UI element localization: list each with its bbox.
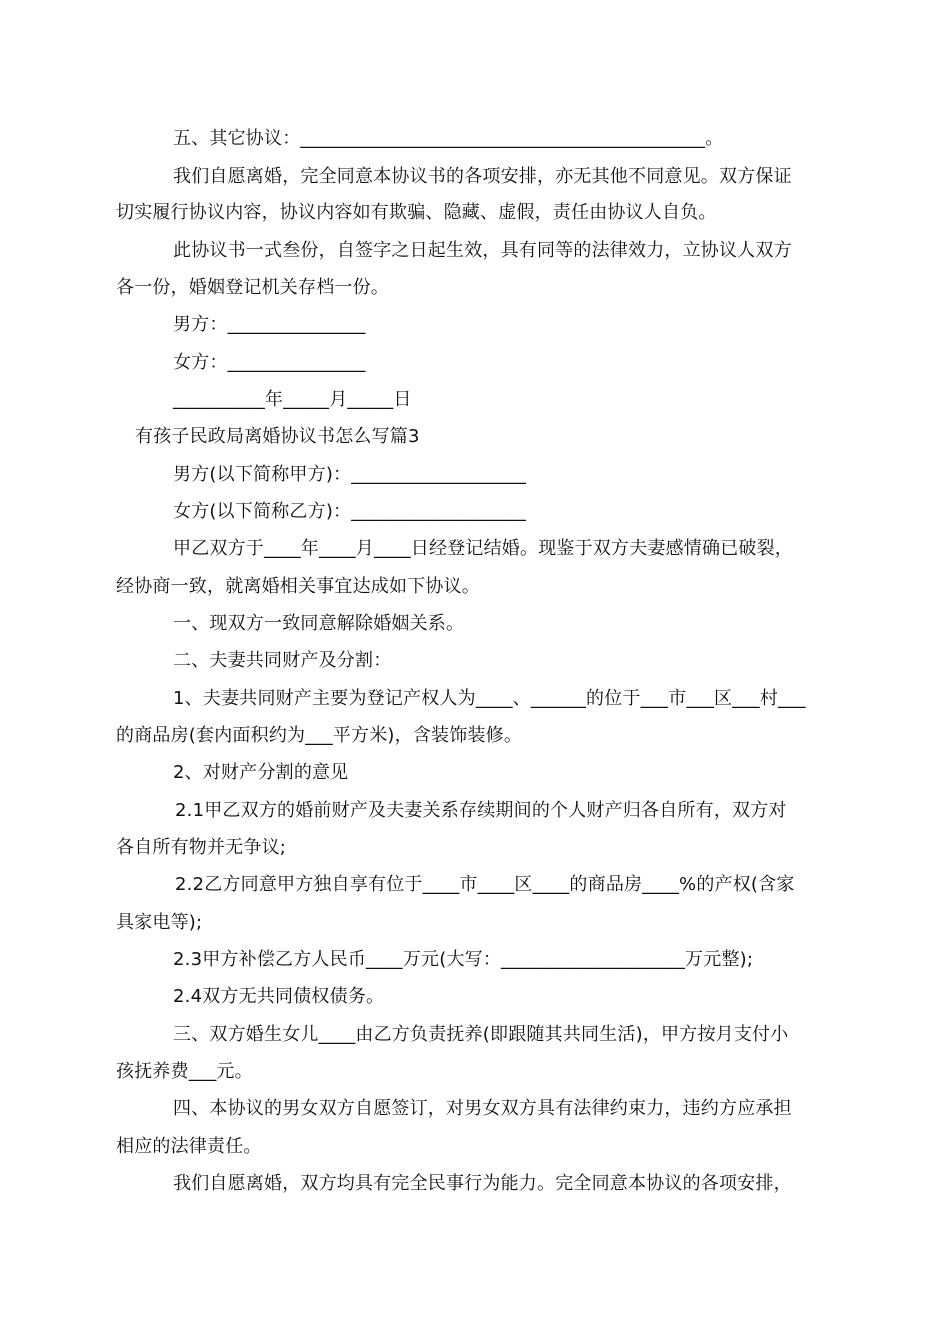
sub-clause-heading: 2、对财产分割的意见 bbox=[173, 762, 349, 783]
paragraph-line: 我们自愿离婚，双方均具有完全民事行为能力。完全同意本协议的各项安排， bbox=[173, 1173, 792, 1194]
date-line: __________年_____月_____日 bbox=[173, 389, 412, 410]
paragraph-line: 具家电等); bbox=[116, 912, 203, 933]
paragraph-line: 2.4双方无共同债权债务。 bbox=[173, 986, 385, 1007]
paragraph-line: 2.1甲乙双方的婚前财产及夫妻关系存续期间的个人财产归各自所有，双方对 bbox=[175, 800, 787, 821]
paragraph-line: 2.2乙方同意甲方独自享有位于____市____区____的商品房____%的产权(含家 bbox=[175, 874, 795, 895]
clause-four: 四、本协议的男女双方自愿签订，对男女双方具有法律约束力，违约方应承担 bbox=[173, 1098, 792, 1119]
paragraph-line: 各一份，婚姻登记机关存档一份。 bbox=[116, 277, 389, 298]
paragraph-line: 各自所有物并无争议; bbox=[116, 837, 287, 858]
clause-one: 一、现双方一致同意解除婚姻关系。 bbox=[173, 613, 465, 634]
party-a-line: 男方(以下简称甲方)：___________________ bbox=[173, 464, 527, 485]
party-b-line: 女方(以下简称乙方)：___________________ bbox=[173, 501, 527, 522]
paragraph-line: 1、夫妻共同财产主要为登记产权人为____、______的位于___市___区___村___ bbox=[173, 688, 806, 709]
clause-three: 三、双方婚生女儿____由乙方负责抚养(即跟随其共同生活)，甲方按月支付小 bbox=[173, 1024, 789, 1045]
paragraph-line: 相应的法律责任。 bbox=[116, 1136, 262, 1157]
paragraph-line: 孩抚养费___元。 bbox=[116, 1061, 253, 1082]
female-signature-line: 女方：_______________ bbox=[173, 352, 366, 373]
clause-two: 二、夫妻共同财产及分割： bbox=[173, 650, 392, 671]
paragraph-line: 甲乙双方于____年____月____日经登记结婚。现鉴于双方夫妻感情确已破裂， bbox=[173, 538, 793, 559]
paragraph-line: 2.3甲方补偿乙方人民币____万元(大写：____________________万元整); bbox=[173, 949, 754, 970]
clause-five-other: 五、其它协议：____________________________________________。 bbox=[173, 128, 724, 149]
paragraph-line: 此协议书一式叁份，自签字之日起生效，具有同等的法律效力，立协议人双方 bbox=[173, 240, 792, 261]
male-signature-line: 男方：_______________ bbox=[173, 314, 366, 335]
paragraph-line: 经协商一致，就离婚相关事宜达成如下协议。 bbox=[116, 576, 480, 597]
paragraph-line: 切实履行协议内容，协议内容如有欺骗、隐藏、虚假，责任由协议人自负。 bbox=[116, 202, 717, 223]
paragraph-line: 的商品房(套内面积约为___平方米)，含装饰装修。 bbox=[116, 725, 523, 746]
section-title: 有孩子民政局离婚协议书怎么写篇3 bbox=[135, 426, 420, 447]
paragraph-line: 我们自愿离婚，完全同意本协议书的各项安排，亦无其他不同意见。双方保证 bbox=[173, 166, 792, 187]
